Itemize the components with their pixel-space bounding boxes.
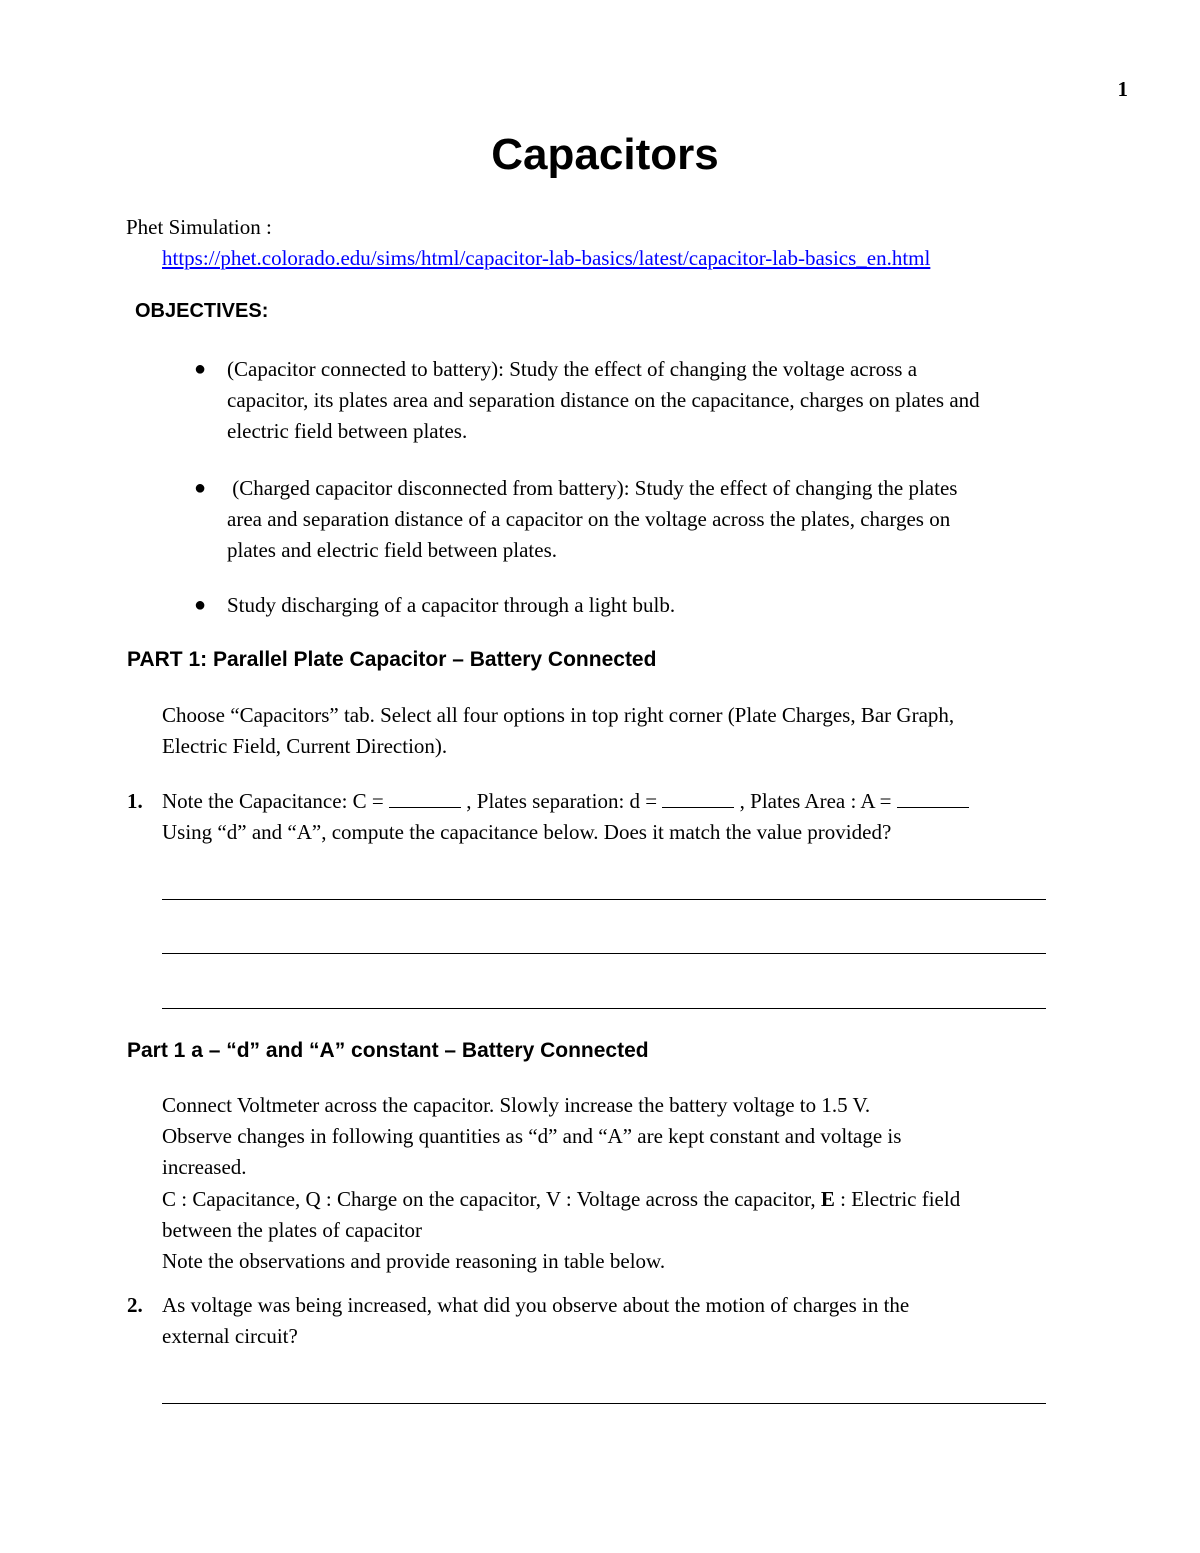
electric-field-symbol: E [820,1187,835,1211]
electric-field-text: : Electric field [834,1187,961,1211]
objective-2-line-2: area and separation distance of a capacitor on the voltage across the plates, charges on [227,507,951,531]
question-1-line-2: Using “d” and “A”, compute the capacitance below. Does it match the value provided? [162,820,892,844]
part1a-line-1: Connect Voltmeter across the capacitor. Slowly increase the battery voltage to 1.5 V. [162,1093,871,1117]
area-blank[interactable] [897,789,969,808]
question-1-text-area: , Plates Area : A = [734,789,897,813]
objective-1-line-3: electric field between plates. [227,419,468,443]
part1a-line-4 [162,1184,960,1215]
question-2-line-2: external circuit? [162,1324,298,1348]
part1a-line-5: between the plates of capacitor [162,1218,423,1242]
part1a-line-3: increased. [162,1155,247,1179]
question-1-text-capacitance: Note the Capacitance: C = [162,789,390,813]
part1a-heading: Part 1 a – “d” and “A” constant – Battery Connected [127,1039,649,1062]
question-2-number: 2. [127,1293,143,1317]
answer-line[interactable] [162,1403,1046,1404]
objectives-heading: OBJECTIVES: [135,300,269,322]
separation-blank[interactable] [662,789,734,808]
answer-line[interactable] [162,899,1046,900]
question-2-line-1: As voltage was being increased, what did you observe about the motion of charges in the [162,1293,910,1317]
part1a-line-6: Note the observations and provide reasoning in table below. [162,1249,666,1273]
answer-line[interactable] [162,1008,1046,1009]
objective-3-line-1: Study discharging of a capacitor through a light bulb. [227,593,676,617]
answer-line[interactable] [162,953,1046,954]
part1-heading: PART 1: Parallel Plate Capacitor – Battery Connected [127,648,657,671]
objective-2-line-1: (Charged capacitor disconnected from battery): Study the effect of changing the plates [227,476,958,500]
capacitance-blank[interactable] [389,789,461,808]
part1a-line-2: Observe changes in following quantities as “d” and “A” are kept constant and voltage is [162,1124,902,1148]
objective-1-line-2: capacitor, its plates area and separation distance on the capacitance, charges on plates and [227,388,980,412]
part1-intro-line-2: Electric Field, Current Direction). [162,734,448,758]
objective-1-line-1: (Capacitor connected to battery): Study the effect of changing the voltage across a [227,357,918,381]
definitions-text: C : Capacitance, Q : Charge on the capacitor, V : Voltage across the capacitor, [162,1187,821,1211]
bullet-icon: ● [193,594,207,616]
sim-link[interactable]: https://phet.colorado.edu/sims/html/capacitor-lab-basics/latest/capacitor-lab-basics_en.html [162,246,931,270]
part1-intro-line-1: Choose “Capacitors” tab. Select all four options in top right corner (Plate Charges, Bar Graph, [162,703,955,727]
page-number: 1 [1117,77,1128,101]
sim-label: Phet Simulation : [126,215,272,239]
bullet-icon: ● [193,477,207,499]
question-1-number: 1. [127,789,143,813]
page-title: Capacitors [491,130,719,179]
bullet-icon: ● [193,358,207,380]
question-1-text-separation: , Plates separation: d = [461,789,663,813]
question-1-line-1 [162,786,969,817]
objective-2-line-3: plates and electric field between plates. [227,538,558,562]
